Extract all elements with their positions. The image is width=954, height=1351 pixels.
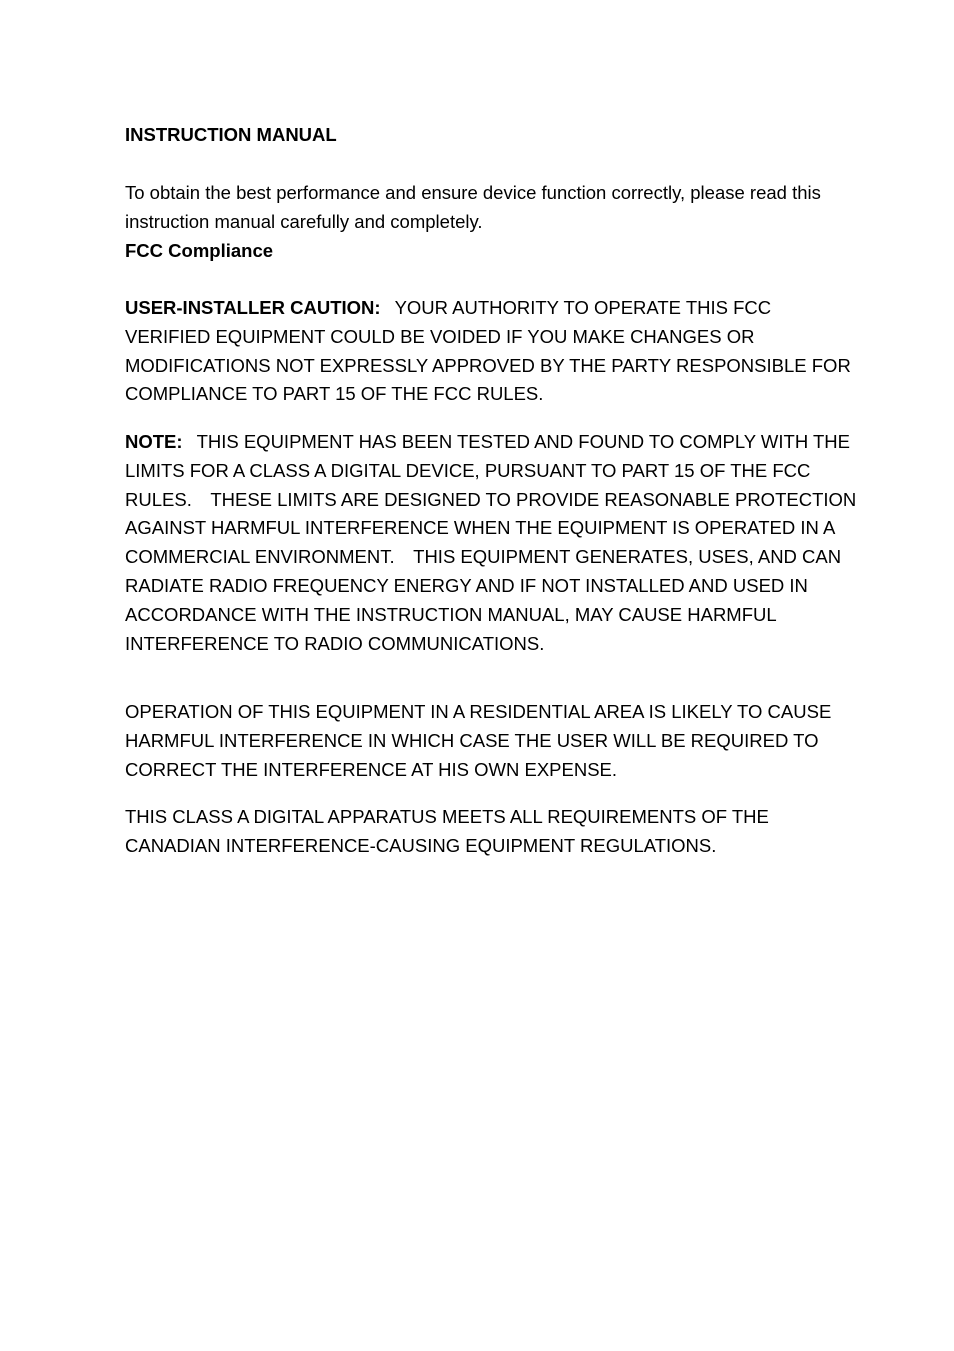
note-text: THIS EQUIPMENT HAS BEEN TESTED AND FOUND TO COMPLY WITH THE LIMITS FOR A CLASS A DIGITAL DEVICE, PURSUANT TO PART 15 OF THE FCC RULES. THESE LIMITS ARE DESIGNED TO PROVIDE REASONABLE PROTECTION AGAINST HARMFUL INTERFERENCE WHEN THE EQUIPMENT IS OPERATED IN A COMMERCIAL ENVIRONMENT. THIS EQUIPMENT GENERATES, USES, AND CAN RADIATE RADIO FREQUENCY ENERGY AND IF NOT INSTALLED AND USED IN ACCORDANCE WITH THE INSTRUCTION MANUAL, MAY CAUSE HARMFUL INTERFERENCE TO RADIO COMMUNICATIONS. (125, 431, 857, 654)
caution-text: YOUR AUTHORITY TO OPERATE THIS FCC VERIFIED EQUIPMENT COULD BE VOIDED IF YOU MAKE CHANGES OR MODIFICATIONS NOT EXPRESSLY APPROVED BY THE PARTY RESPONSIBLE FOR COMPLIANCE TO PART 15 OF THE FCC RULES. (125, 297, 851, 405)
caution-paragraph (125, 294, 860, 409)
operation-paragraph: OPERATION OF THIS EQUIPMENT IN A RESIDENTIAL AREA IS LIKELY TO CAUSE HARMFUL INTERFERENCE IN WHICH CASE THE USER WILL BE REQUIRED TO CORRECT THE INTERFERENCE AT HIS OWN EXPENSE. (125, 701, 832, 780)
intro-paragraph: To obtain the best performance and ensure device function correctly, please read this instruction manual carefully and completely. (125, 182, 821, 232)
note-paragraph (125, 428, 860, 658)
caution-label: USER-INSTALLER CAUTION: (125, 297, 381, 318)
document-title: INSTRUCTION MANUAL (125, 124, 337, 145)
canada-paragraph: THIS CLASS A DIGITAL APPARATUS MEETS ALL REQUIREMENTS OF THE CANADIAN INTERFERENCE-CAUSING EQUIPMENT REGULATIONS. (125, 806, 769, 856)
fcc-compliance-heading: FCC Compliance (125, 240, 274, 261)
note-label: NOTE: (125, 431, 183, 452)
